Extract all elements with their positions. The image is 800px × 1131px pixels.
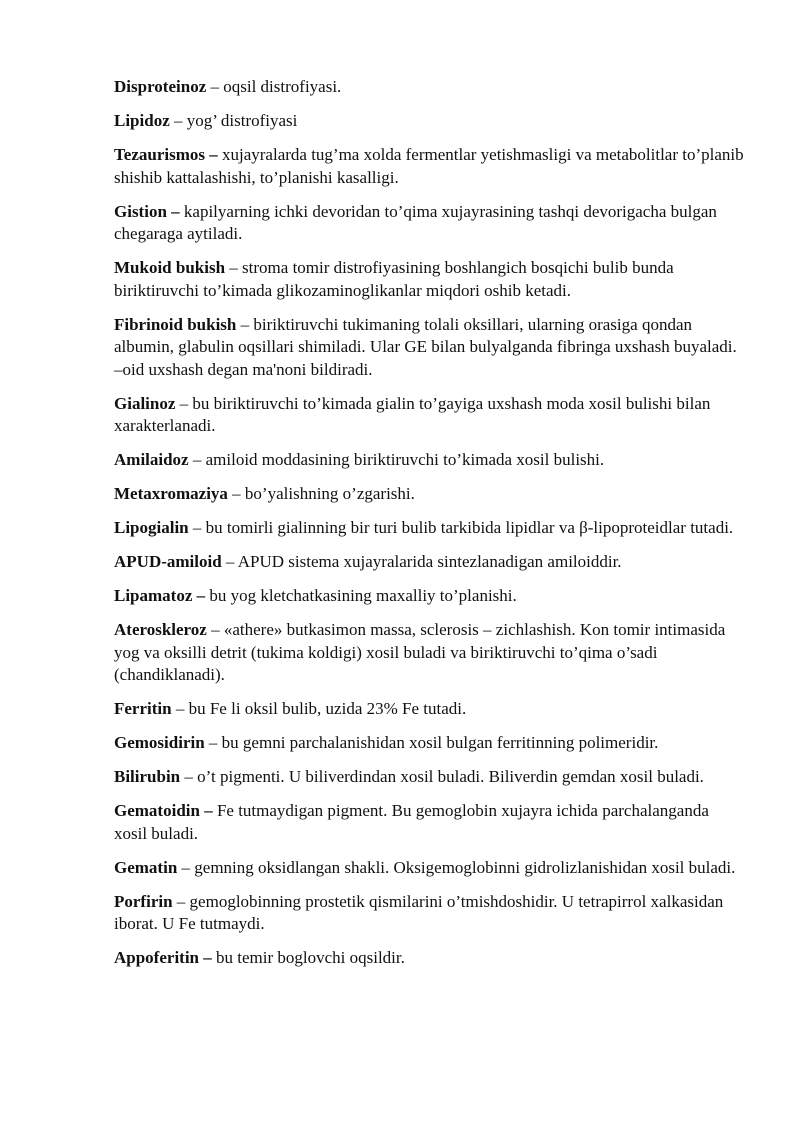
glossary-entry-bilirubin — [114, 766, 746, 789]
glossary-entry-gistion — [114, 201, 746, 246]
glossary-entry-lipidoz — [114, 110, 746, 133]
glossary-entry-appoferitin — [114, 947, 746, 970]
glossary-entry-tezaurismos — [114, 144, 746, 189]
glossary-entry-fibrinoid-bukish — [114, 314, 746, 382]
glossary-entry-gialinoz — [114, 393, 746, 438]
entry-term: Lipamatoz – — [114, 586, 206, 605]
entry-term: Metaxromaziya — [114, 484, 228, 503]
entry-term: Mukoid bukish — [114, 258, 226, 277]
entry-definition: – oqsil distrofiyasi. — [206, 77, 342, 96]
entry-definition: – bu gemni parchalanishidan xosil bulgan ferritinning polimeridir. — [204, 733, 659, 752]
glossary-entry-metaxromaziya — [114, 483, 746, 506]
entry-term: Fibrinoid bukish — [114, 314, 237, 334]
entry-definition: – «athere» butkasimon massa, sclerosis – zichlashish. Kon tomir intimasida yog va oksilli detrit (tukima koldigi) xosil buladi va biriktiruvchi to’qima o’sadi (chandiklanadi). — [114, 620, 726, 684]
glossary-entry-ferritin — [114, 698, 746, 721]
glossary-entry-disproteinoz — [114, 76, 746, 99]
entry-definition: – yog’ distrofiyasi — [169, 111, 298, 130]
entry-term: Gemosidirin — [114, 733, 205, 752]
entry-definition: – stroma tomir distrofiyasining boshlangich bosqichi bulib bunda biriktiruvchi to’kimada glikozaminoglikanlar miqdori oshib ketadi. — [114, 258, 674, 300]
glossary-entry-lipogialin — [114, 517, 746, 540]
entry-definition: – APUD sistema xujayralarida sintezlanadigan amiloiddir. — [221, 552, 622, 571]
glossary-entry-mukoid-bukish — [114, 257, 746, 302]
entry-term: APUD-amiloid — [114, 552, 222, 571]
entry-term: Ferritin — [114, 699, 172, 718]
entry-definition: – bo’yalishning o’zgarishi. — [227, 484, 415, 503]
entry-definition: – gemning oksidlangan shakli. Oksigemoglobinni gidrolizlanishidan xosil buladi. — [177, 857, 736, 877]
entry-term: Disproteinoz — [114, 77, 207, 96]
glossary-entry-gematoidin — [114, 800, 746, 845]
entry-definition: bu temir boglovchi oqsildir. — [211, 948, 405, 967]
entry-definition: – gemoglobinning prostetik qismilarini o’tmishdoshidir. U tetrapirrol xalkasidan iborat. U Fe tutmaydi. — [114, 891, 724, 933]
entry-term: Gialinoz — [114, 393, 176, 413]
entry-definition: – amiloid moddasining biriktiruvchi to’kimada xosil bulishi. — [188, 450, 605, 469]
entry-term: Gematin — [114, 857, 178, 877]
entry-definition: – bu biriktiruvchi to’kimada gialin to’gayiga uxshash moda xosil bulishi bilan xarakterlanadi. — [114, 393, 711, 435]
document-page — [114, 76, 746, 981]
glossary-entry-amilaidoz — [114, 449, 746, 472]
entry-term: Lipidoz — [114, 111, 170, 130]
glossary-entry-apud-amiloid — [114, 551, 746, 574]
entry-definition: – o’t pigmenti. U biliverdindan xosil buladi. Biliverdin gemdan xosil buladi. — [180, 767, 704, 786]
entry-definition: bu yog kletchatkasining maxalliy to’planishi. — [205, 586, 517, 605]
glossary-entry-gematin — [114, 857, 746, 880]
entry-term: Ateroskleroz — [114, 620, 207, 639]
glossary-entry-gemosidirin — [114, 732, 746, 755]
entry-definition: Fe tutmaydigan pigment. Bu gemoglobin xujayra ichida parchalanganda xosil buladi. — [114, 801, 709, 843]
entry-term: Amilaidoz — [114, 450, 189, 469]
entry-term: Lipogialin — [114, 518, 189, 537]
entry-definition: – bu Fe li oksil bulib, uzida 23% Fe tutadi. — [171, 699, 467, 718]
glossary-entry-lipamatoz — [114, 585, 746, 608]
glossary-entry-ateroskleroz — [114, 619, 746, 687]
entry-term: Gistion – — [114, 201, 180, 221]
glossary-entry-porfirin — [114, 891, 746, 936]
entry-term: Gematoidin – — [114, 801, 213, 820]
entry-definition: kapilyarning ichki devoridan to’qima xujayrasining tashqi devorigacha bulgan chegaraga aytiladi. — [114, 201, 717, 243]
entry-term: Appoferitin – — [114, 948, 212, 967]
entry-term: Tezaurismos – — [114, 145, 218, 164]
entry-term: Porfirin — [114, 891, 173, 911]
entry-definition: – biriktiruvchi tukimaning tolali oksillari, ularning orasiga qondan albumin, glabulin oqsillari shimiladi. Ular GE bilan bulyalganda fibringa uxshash buyaladi. –oid uxshash degan ma'noni bildiradi. — [114, 314, 737, 379]
entry-definition: xujayralarda tug’ma xolda fermentlar yetishmasligi va metabolitlar to’planib shishib kattalashishi, to’planishi kasalligi. — [114, 145, 744, 187]
entry-definition: – bu tomirli gialinning bir turi bulib tarkibida lipidlar va β-lipoproteidlar tutadi. — [188, 518, 734, 537]
entry-term: Bilirubin — [114, 767, 181, 786]
